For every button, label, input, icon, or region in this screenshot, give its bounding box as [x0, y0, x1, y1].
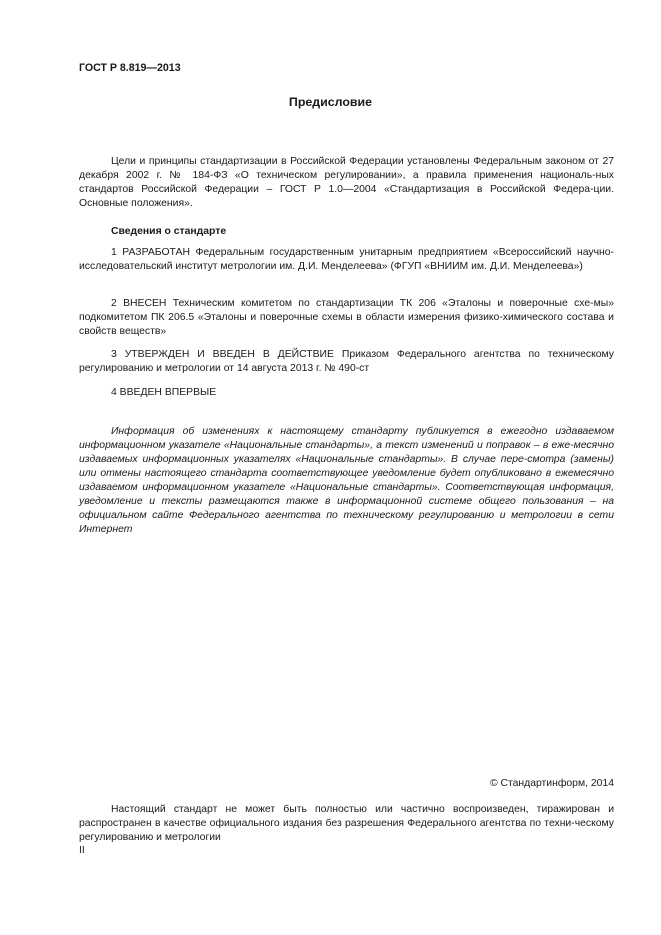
page-title: Предисловие: [288, 95, 373, 109]
copyright: © Стандартинформ, 2014: [489, 778, 614, 789]
list-item: 2 ВНЕСЕН Техническим комитетом по стандартизации ТК 206 «Эталоны и поверочные схе-мы» подкомитетом ПК 206.5 «Эталоны и поверочные схемы в области измерения физико-химического состава и свойств веществ»: [79, 298, 614, 337]
section-title: Сведения о стандарте: [111, 226, 227, 237]
list-item: 3 УТВЕРЖДЕН И ВВЕДЕН В ДЕЙСТВИЕ Приказом Федерального агентства по техническому регулированию и метрологии от 14 августа 2013 г. № 490-ст: [79, 349, 614, 374]
page-number: II: [79, 845, 85, 856]
intro-paragraph: Цели и принципы стандартизации в Российской Федерации установлены Федеральным законом от 27 декабря 2002 г. № 184-ФЗ «О техническом регулировании», а правила применения националь-ных стандартов Российской Федерации – ГОСТ Р 1.0—2004 «Стандартизация в Российской Федера-ции. Основные положения».: [79, 156, 614, 209]
document-header-id: ГОСТ Р 8.819—2013: [79, 62, 181, 74]
info-notice: Информация об изменениях к настоящему стандарту публикуется в ежегодно издаваемом информационном указателе «Национальные стандарты», а текст изменений и поправок – в еже-месячно издаваемых информационных указателях «Национальные стандарты». В случае пере-смотра (замены) или отмены настоящего стандарта соответствующее уведомление будет опубликовано в ежемесячно издаваемом информационном указателе «Национальные стандарты». Соответствующая информация, уведомление и тексты размещаются также в информационной системе общего пользования – на официальном сайте Федерального агентства по техническому регулированию и метрологии в сети Интернет: [79, 426, 614, 535]
reproduction-notice: Настоящий стандарт не может быть полностью или частично воспроизведен, тиражирован и распространен в качестве официального издания без разрешения Федерального агентства по техни-ческому регулированию и метрологии: [79, 804, 614, 843]
list-item: 1 РАЗРАБОТАН Федеральным государственным унитарным предприятием «Всероссийский научно-исследовательский институт метрологии им. Д.И. Менделеева» (ФГУП «ВНИИМ им. Д.И. Менделеева»): [79, 247, 614, 272]
list-item: 4 ВВЕДЕН ВПЕРВЫЕ: [111, 387, 217, 398]
